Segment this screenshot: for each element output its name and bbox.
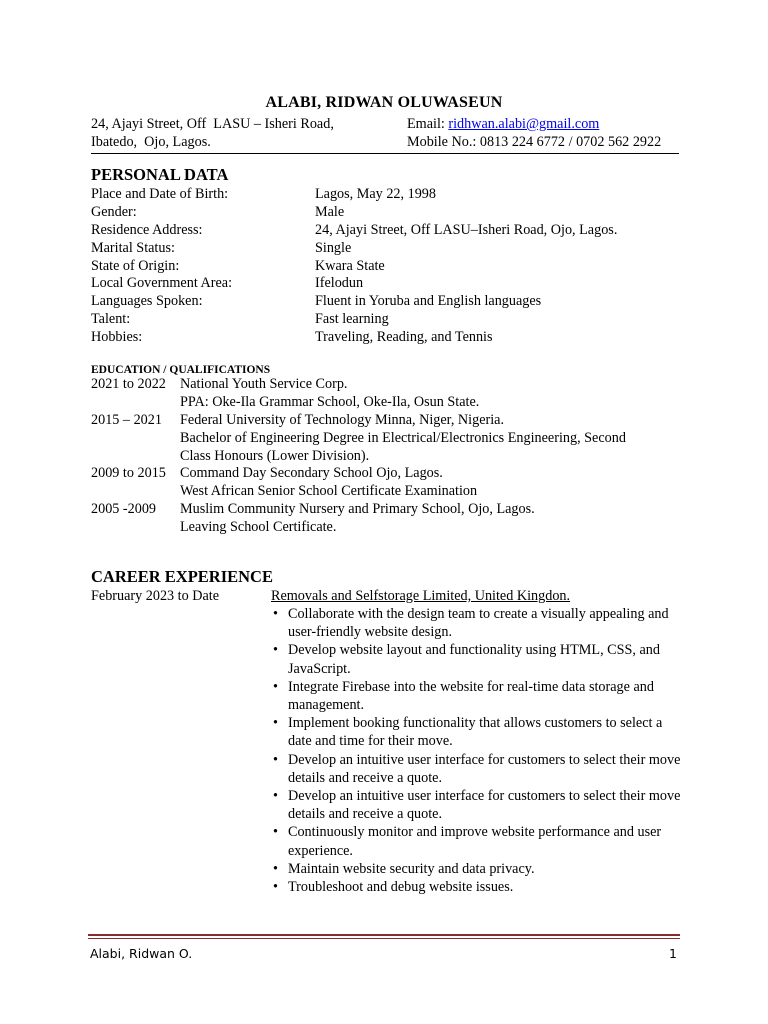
personal-data-row <box>91 292 691 310</box>
bullet-icon: • <box>273 860 278 877</box>
footer-author: Alabi, Ridwan O. <box>90 946 193 961</box>
career-duty-item <box>271 751 681 787</box>
education-detail-line: Bachelor of Engineering Degree in Electrical/Electronics Engineering, Second <box>180 429 626 446</box>
career-duty-item <box>271 714 681 750</box>
personal-data-value: Ifelodun <box>315 275 364 292</box>
personal-data-value: Male <box>315 203 345 220</box>
education-entry <box>91 411 691 465</box>
personal-data-label: Hobbies: <box>91 329 143 346</box>
career-heading: CAREER EXPERIENCE <box>91 567 273 586</box>
career-duty-item <box>271 878 681 896</box>
address-line-2: Ibatedo, Ojo, Lagos. <box>91 134 211 150</box>
personal-data-label: State of Origin: <box>91 257 180 274</box>
education-entry <box>91 375 691 411</box>
education-detail-line: Muslim Community Nursery and Primary School, Ojo, Lagos. <box>180 501 535 518</box>
education-details <box>180 464 477 500</box>
career-duty-text: Implement booking functionality that allows customers to select a date and time for their move. <box>288 715 663 750</box>
personal-data-label: Local Government Area: <box>91 275 233 292</box>
personal-data-row <box>91 328 691 346</box>
education-detail-line: PPA: Oke-Ila Grammar School, Oke-Ila, Osun State. <box>180 393 480 410</box>
email-line <box>407 115 599 133</box>
candidate-name: ALABI, RIDWAN OLUWASEUN <box>265 94 503 111</box>
bullet-icon: • <box>273 751 278 768</box>
education-detail-line: National Youth Service Corp. <box>180 376 348 392</box>
bullet-icon: • <box>273 824 278 841</box>
personal-data-label: Languages Spoken: <box>91 293 203 310</box>
education-entry <box>91 464 691 500</box>
education-list <box>91 375 691 536</box>
career-duty-text: Develop website layout and functionality using HTML, CSS, and JavaScript. <box>288 642 660 677</box>
personal-data-label: Talent: <box>91 311 131 328</box>
personal-data-value: Traveling, Reading, and Tennis <box>315 329 493 346</box>
personal-data-label: Marital Status: <box>91 239 175 256</box>
career-duty-text: Collaborate with the design team to create a visually appealing and user-friendly website design. <box>288 606 669 641</box>
personal-data-row <box>91 239 691 257</box>
education-years: 2009 to 2015 <box>91 465 166 482</box>
career-duty-item <box>271 823 681 859</box>
career-duty-item <box>271 605 681 641</box>
career-duty-item <box>271 860 681 878</box>
personal-data-value: 24, Ajayi Street, Off LASU–Isheri Road, Ojo, Lagos. <box>315 221 618 238</box>
personal-data-table <box>91 185 691 346</box>
education-years: 2005 -2009 <box>91 501 157 518</box>
career-duty-text: Maintain website security and data privacy. <box>288 860 535 877</box>
education-detail-line: Class Honours (Lower Division). <box>180 447 370 464</box>
education-detail-line: Leaving School Certificate. <box>180 519 337 536</box>
personal-data-row <box>91 310 691 328</box>
personal-data-row <box>91 185 691 203</box>
header-divider <box>91 153 679 154</box>
personal-data-label: Residence Address: <box>91 221 203 238</box>
education-details <box>180 500 535 536</box>
contact-block <box>91 115 679 151</box>
personal-data-label: Gender: <box>91 203 137 220</box>
education-entry <box>91 500 691 536</box>
mobile-number: Mobile No.: 0813 224 6772 / 0702 562 2922 <box>407 134 662 150</box>
education-detail-line: Federal University of Technology Minna, Niger, Nigeria. <box>180 411 505 428</box>
career-duty-text: Integrate Firebase into the website for real-time data storage and management. <box>288 678 654 714</box>
personal-data-label: Place and Date of Birth: <box>91 186 229 202</box>
personal-data-value: Lagos, May 22, 1998 <box>315 186 436 202</box>
personal-data-value: Fluent in Yoruba and English languages <box>315 293 542 310</box>
bullet-icon: • <box>273 788 278 805</box>
footer-divider-thick <box>88 934 680 936</box>
education-years: 2021 to 2022 <box>91 376 166 392</box>
email-link[interactable]: ridhwan.alabi@gmail.com <box>448 116 600 132</box>
personal-data-value: Fast learning <box>315 311 389 328</box>
email-label: Email: <box>407 116 449 132</box>
career-duty-item <box>271 678 681 714</box>
bullet-icon: • <box>273 642 278 659</box>
education-details <box>180 375 479 411</box>
career-duty-item <box>271 787 681 823</box>
personal-data-row <box>91 221 691 239</box>
career-duty-text: Troubleshoot and debug website issues. <box>288 879 514 896</box>
footer-divider-thin <box>88 938 680 939</box>
personal-data-value: Kwara State <box>315 257 385 274</box>
bullet-icon: • <box>273 678 278 695</box>
career-duties-list <box>271 605 681 896</box>
personal-data-row <box>91 257 691 275</box>
page-number: 1 <box>669 946 677 961</box>
career-duty-text: Develop an intuitive user interface for customers to select their move details and receive a quote. <box>288 788 681 823</box>
career-duty-text: Continuously monitor and improve website performance and user experience. <box>288 824 662 859</box>
education-heading: EDUCATION / QUALIFICATIONS <box>91 364 271 376</box>
education-detail-line: Command Day Secondary School Ojo, Lagos. <box>180 465 443 482</box>
bullet-icon: • <box>273 606 278 622</box>
bullet-icon: • <box>273 715 278 732</box>
career-duty-item <box>271 641 681 677</box>
personal-data-heading: PERSONAL DATA <box>91 165 229 184</box>
address-line-1: 24, Ajayi Street, Off LASU – Isheri Road, <box>91 116 334 132</box>
personal-data-value: Single <box>315 239 352 256</box>
career-duty-text: Develop an intuitive user interface for customers to select their move details and receive a quote. <box>288 751 681 786</box>
education-details <box>180 411 626 465</box>
personal-data-row <box>91 274 691 292</box>
education-years: 2015 – 2021 <box>91 411 162 428</box>
personal-data-row <box>91 203 691 221</box>
bullet-icon: • <box>273 879 278 896</box>
career-date: February 2023 to Date <box>91 588 220 604</box>
education-detail-line: West African Senior School Certificate Examination <box>180 483 478 500</box>
career-employer: Removals and Selfstorage Limited, United Kingdon. <box>271 588 571 604</box>
